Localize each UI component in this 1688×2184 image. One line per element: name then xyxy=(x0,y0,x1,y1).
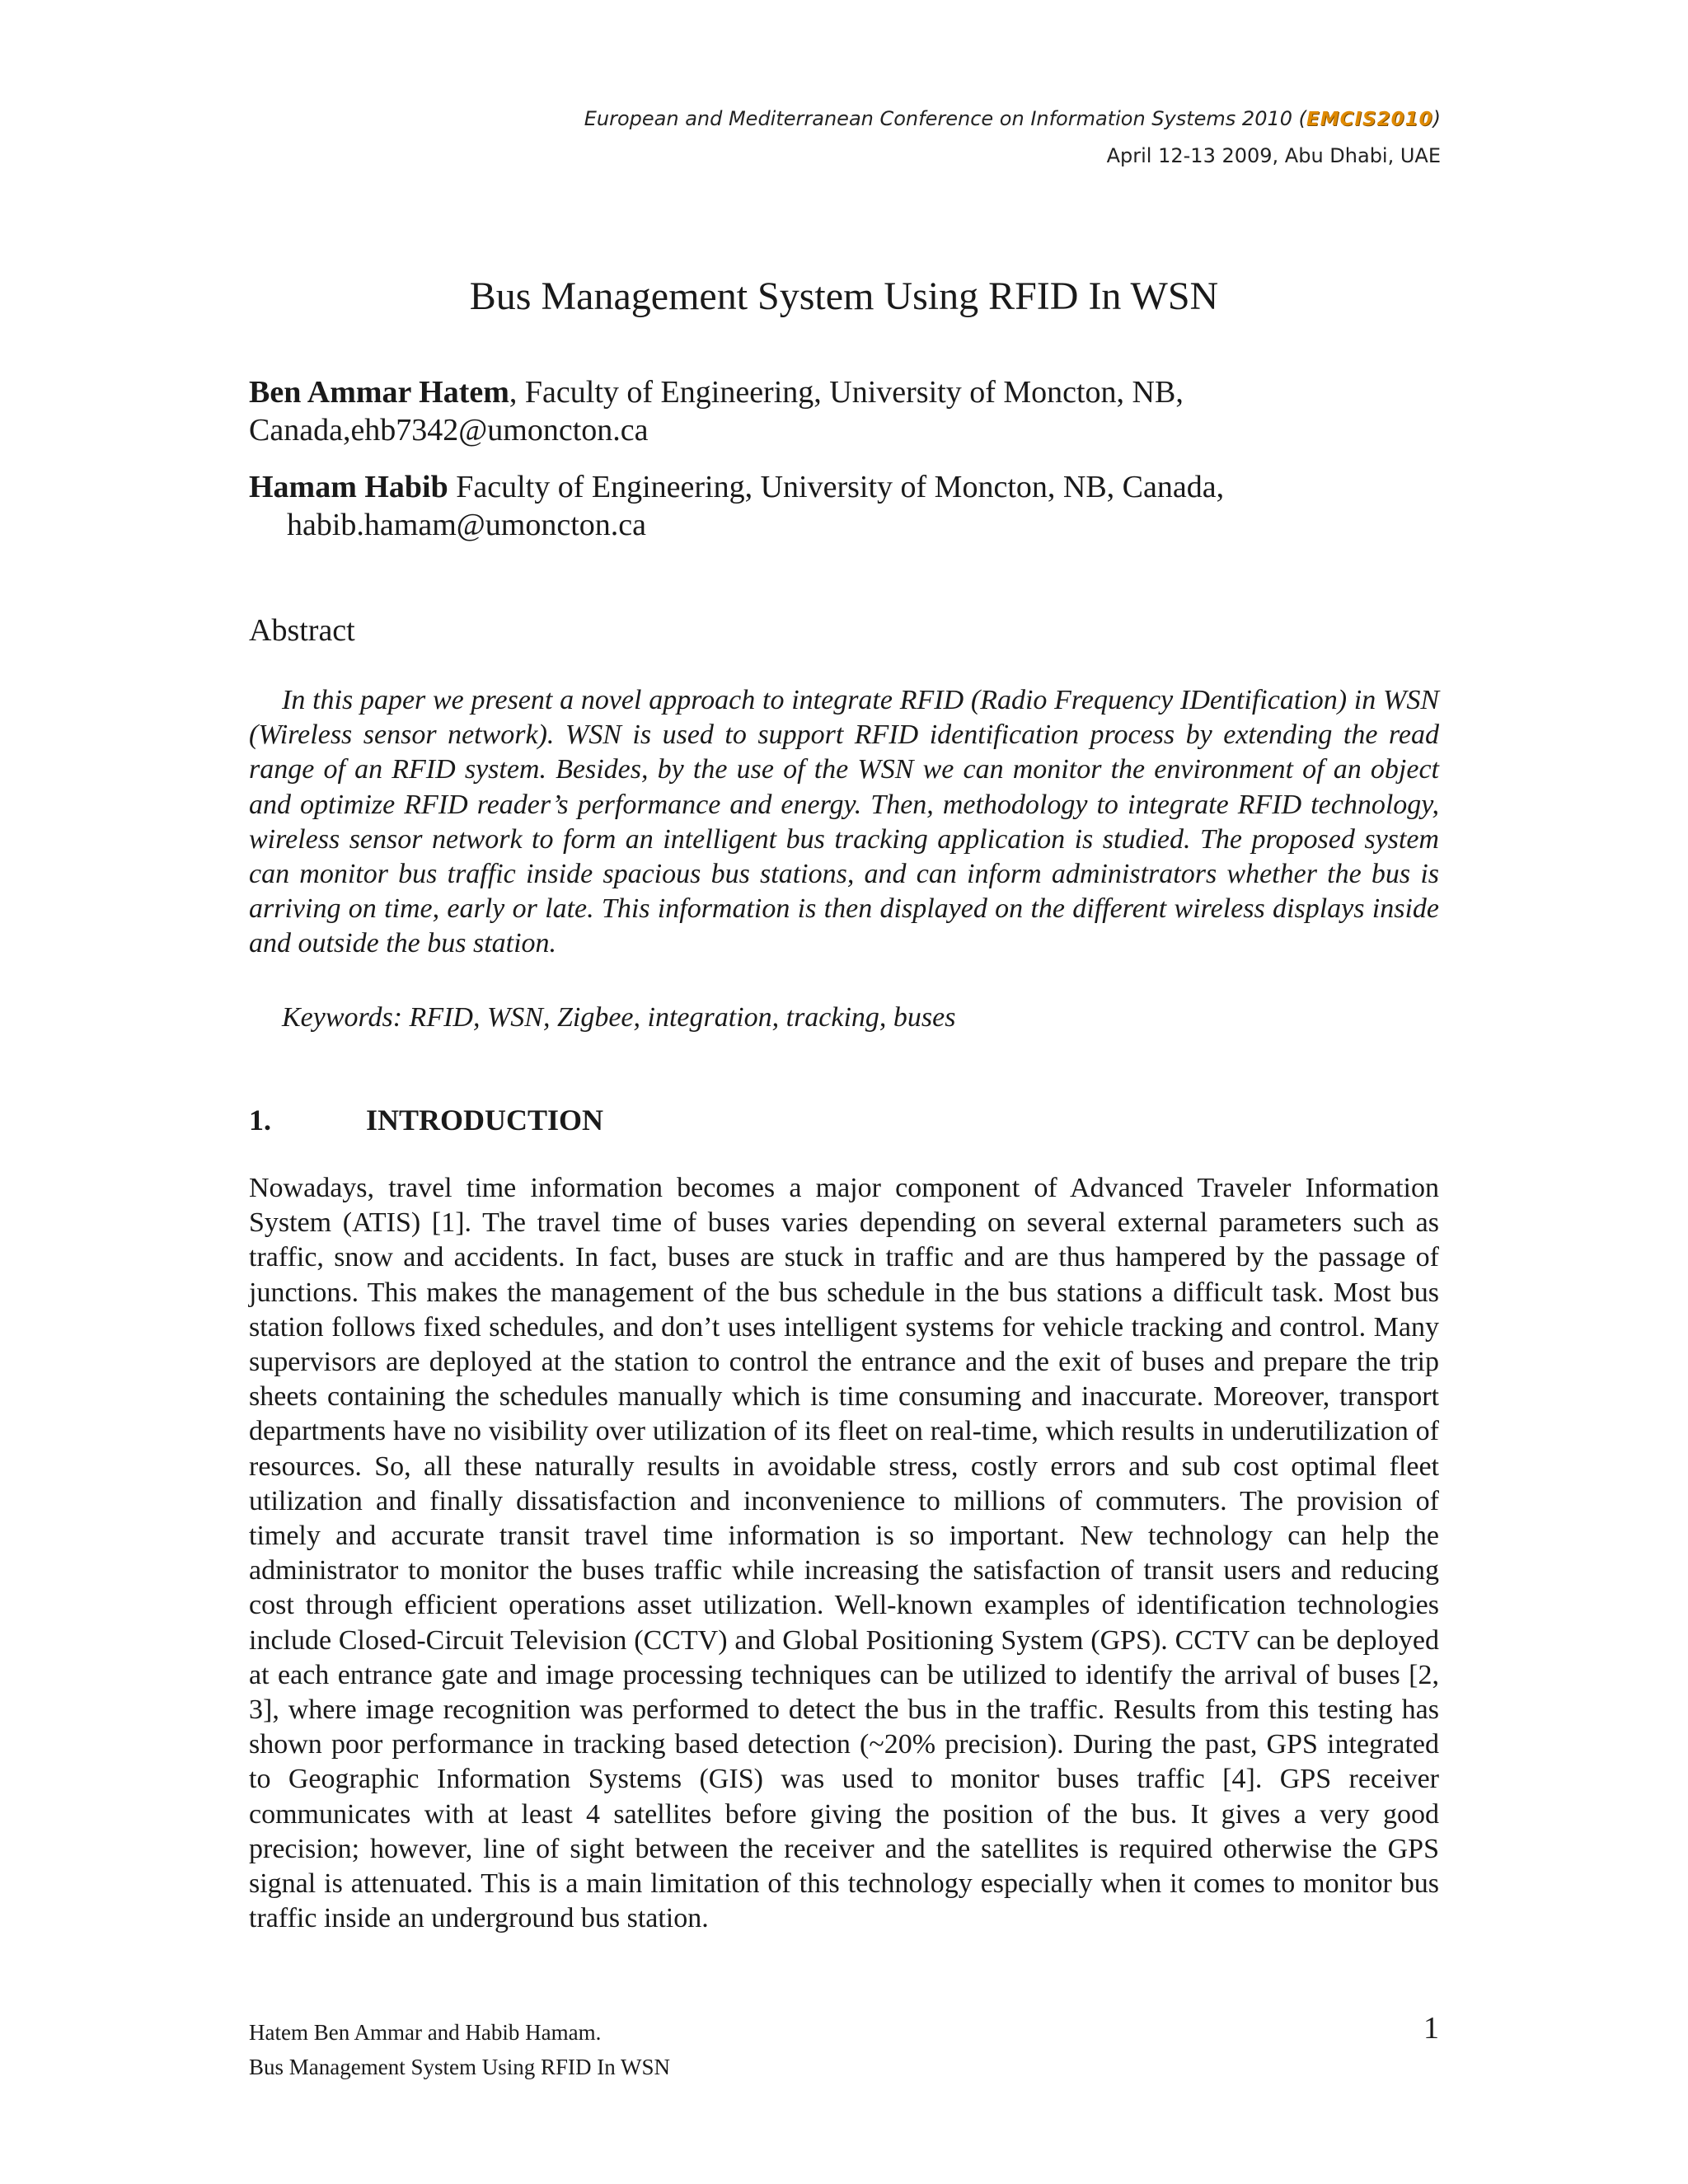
conference-name-line xyxy=(369,101,1441,138)
author-name: Hamam Habib xyxy=(249,470,448,504)
conference-date-location: April 12-13 2009, Abu Dhabi, UAE xyxy=(1106,144,1441,167)
footer-title: Bus Management System Using RFID In WSN xyxy=(249,2055,670,2079)
page-number: 1 xyxy=(1423,2011,1439,2046)
author-email[interactable]: habib.hamam@umoncton.ca xyxy=(287,508,646,542)
author-block-2 xyxy=(249,468,1444,544)
conference-closing-paren: ) xyxy=(1432,107,1441,130)
conference-name: European and Mediterranean Conference on Information Systems 2010 ( xyxy=(584,107,1306,130)
page-footer xyxy=(249,2015,1439,2084)
author-affiliation: , Faculty of Engineering, University of Moncton, NB, xyxy=(509,375,1184,410)
paper-title: Bus Management System Using RFID In WSN xyxy=(469,274,1219,318)
section-number: 1. xyxy=(249,1104,271,1137)
section-heading xyxy=(249,1100,603,1140)
author-name: Ben Ammar Hatem xyxy=(249,375,509,410)
author-affiliation: Faculty of Engineering, University of Moncton, NB, Canada, xyxy=(448,470,1225,504)
author-email[interactable]: Canada,ehb7342@umoncton.ca xyxy=(249,413,649,448)
conference-header xyxy=(369,101,1441,174)
author-block-1 xyxy=(249,373,1444,449)
keywords: Keywords: RFID, WSN, Zigbee, integration, tracking, buses xyxy=(282,1002,956,1033)
footer-authors: Hatem Ben Ammar and Habib Hamam. xyxy=(249,2020,602,2045)
section-title: INTRODUCTION xyxy=(366,1104,604,1137)
conference-logo: EMCIS2010 xyxy=(1306,109,1433,130)
abstract-text: In this paper we present a novel approach to integrate RFID (Radio Frequency IDentification) in WSN (Wireless sensor network). WSN is used to support RFID identification process by extending the read range of an RFID system. Besides, by the use of the WSN we can monitor the environment of an object and optimize RFID reader’s performance and energy. Then, methodology to integrate RFID technology, wireless sensor network to form an intelligent bus tracking application is studied. The proposed system can monitor bus traffic inside spacious bus stations, and can inform administrators whether the bus is arriving on time, early or late. This information is then displayed on the different wireless displays inside and outside the bus station. xyxy=(249,685,1439,959)
introduction-text: Nowadays, travel time information becomes a major component of Advanced Traveler Information System (ATIS) [1]. The travel time of buses varies depending on several external parameters such as traffic, snow and accidents. In fact, buses are stuck in traffic and are thus hampered by the passage of junctions. This makes the management of the bus schedule in the bus stations a difficult task. Most bus station follows fixed schedules, and don’t uses intelligent systems for vehicle tracking and control. Many supervisors are deployed at the station to control the entrance and the exit of buses and prepare the trip sheets containing the schedules manually which is time consuming and inaccurate. Moreover, transport departments have no visibility over utilization of its fleet on real-time, which results in underutilization of resources. So, all these naturally results in avoidable stress, costly errors and sub cost optimal fleet utilization and finally dissatisfaction and inconvenience to millions of commuters. The provision of timely and accurate transit travel time information is so important. New technology can help the administrator to monitor the buses traffic while increasing the satisfaction of transit users and reducing cost through efficient operations asset utilization. Well-known examples of identification technologies include Closed-Circuit Television (CCTV) and Global Positioning System (GPS). CCTV can be deployed at each entrance gate and image processing techniques can be utilized to identify the arrival of buses [2, 3], where image recognition was performed to detect the bus in the traffic. Results from this testing has shown poor performance in tracking based detection (~20% precision). During the past, GPS integrated to Geographic Information Systems (GIS) was used to monitor buses traffic [4]. GPS receiver communicates with at least 4 satellites before giving the position of the bus. It gives a very good precision; however, line of sight between the receiver and the satellites is required otherwise the GPS signal is attenuated. This is a main limitation of this technology especially when it comes to monitor bus traffic inside an underground bus station. xyxy=(249,1173,1439,1934)
abstract-heading: Abstract xyxy=(249,613,355,648)
